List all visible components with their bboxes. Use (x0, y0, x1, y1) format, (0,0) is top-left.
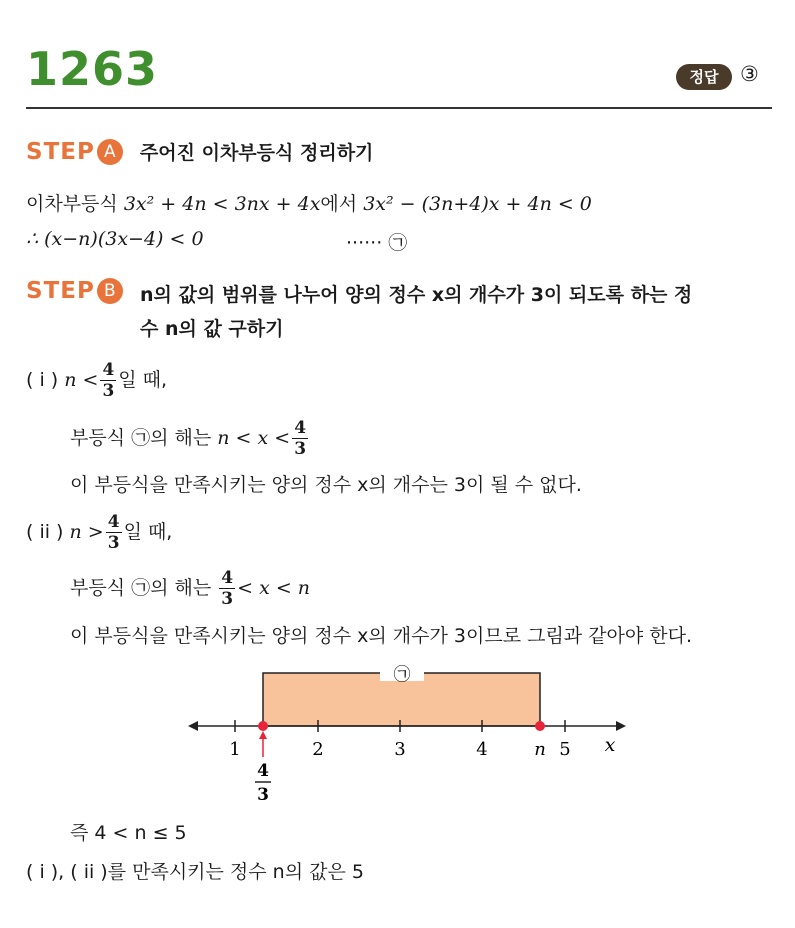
case1-solution (70, 418, 310, 459)
left-frac-numerator: 4 (257, 761, 269, 781)
region-label: ㉠ (393, 665, 411, 685)
range-result: 즉 4 < n ≤ 5 (70, 822, 187, 844)
case2-sol-math: < x < n (237, 577, 311, 599)
case1-cond-suffix: 일 때, (118, 369, 168, 391)
tick-label-5: 5 (559, 739, 571, 760)
left-frac-denominator: 3 (257, 785, 269, 805)
case1-sol-math: n < x < (217, 427, 291, 449)
step-a-heading (26, 138, 373, 165)
number-line-figure (180, 655, 640, 815)
case2-solution (70, 568, 310, 609)
answer-badge: 정답 (676, 64, 732, 90)
line1-math1: 3x² + 4n < 3nx + 4x (123, 193, 321, 215)
case2-cond-math: n > (69, 521, 104, 543)
line1-mid: 에서 (320, 193, 358, 215)
case1-condition (26, 360, 167, 401)
case1-cond-math: n < (64, 369, 99, 391)
step-a-line2: ∴ (x−n)(3x−4) < 0 (26, 228, 204, 250)
endpoint-label: n (534, 739, 546, 760)
tick-label-3: 3 (394, 739, 406, 760)
step-a-ref: ······ ㉠ (346, 232, 408, 254)
line1-prefix: 이차부등식 (26, 193, 118, 215)
step-b-label: STEP (26, 278, 95, 304)
answer-value: ③ (740, 62, 759, 86)
case2-condition (26, 512, 172, 553)
case2-fraction: $\frac{4}{3}$ (107, 512, 120, 553)
problem-number: 1263 (26, 42, 159, 96)
case2-sol-prefix: 부등식 ㉠의 해는 (70, 577, 212, 599)
case1-sol-prefix: 부등식 ㉠의 해는 (70, 427, 212, 449)
case1-conclusion: 이 부등식을 만족시키는 양의 정수 x의 개수는 3이 될 수 없다. (70, 474, 582, 496)
left-endpoint-point (258, 721, 268, 731)
left-endpoint-arrowhead (259, 731, 267, 739)
step-b-letter: B (97, 278, 123, 304)
right-endpoint-point (535, 721, 545, 731)
tick-label-1: 1 (229, 739, 241, 760)
case1-sol-fraction: $\frac{4}{3}$ (294, 418, 307, 459)
header-divider (26, 107, 772, 109)
axis-label: x (604, 734, 616, 756)
case2-sol-fraction: $\frac{4}{3}$ (221, 568, 234, 609)
tick-label-2: 2 (312, 739, 324, 760)
case1-fraction: $\frac{4}{3}$ (102, 360, 115, 401)
step-b-heading (26, 278, 123, 304)
case2-conclusion: 이 부등식을 만족시키는 양의 정수 x의 개수가 3이므로 그림과 같아야 한다. (70, 625, 693, 647)
case1-tag: ( i ) (26, 369, 59, 391)
step-b-title-2: 수 n의 값 구하기 (140, 318, 284, 340)
axis-right-arrow (616, 721, 626, 731)
step-a-letter: A (97, 139, 123, 165)
step-a-title: 주어진 이차부등식 정리하기 (139, 142, 374, 164)
tick-label-4: 4 (476, 739, 488, 760)
step-a-label: STEP (26, 139, 95, 165)
line1-math2: 3x² − (3n+4)x + 4n < 0 (363, 193, 592, 215)
final-answer: ( i ), ( ii )를 만족시키는 정수 n의 값은 5 (26, 861, 364, 883)
axis-left-arrow (188, 721, 198, 731)
step-a-line1 (26, 189, 592, 216)
case2-cond-suffix: 일 때, (123, 521, 173, 543)
case2-tag: ( ii ) (26, 521, 64, 543)
step-b-title-1: n의 값의 범위를 나누어 양의 정수 x의 개수가 3이 되도록 하는 정 (140, 284, 693, 306)
